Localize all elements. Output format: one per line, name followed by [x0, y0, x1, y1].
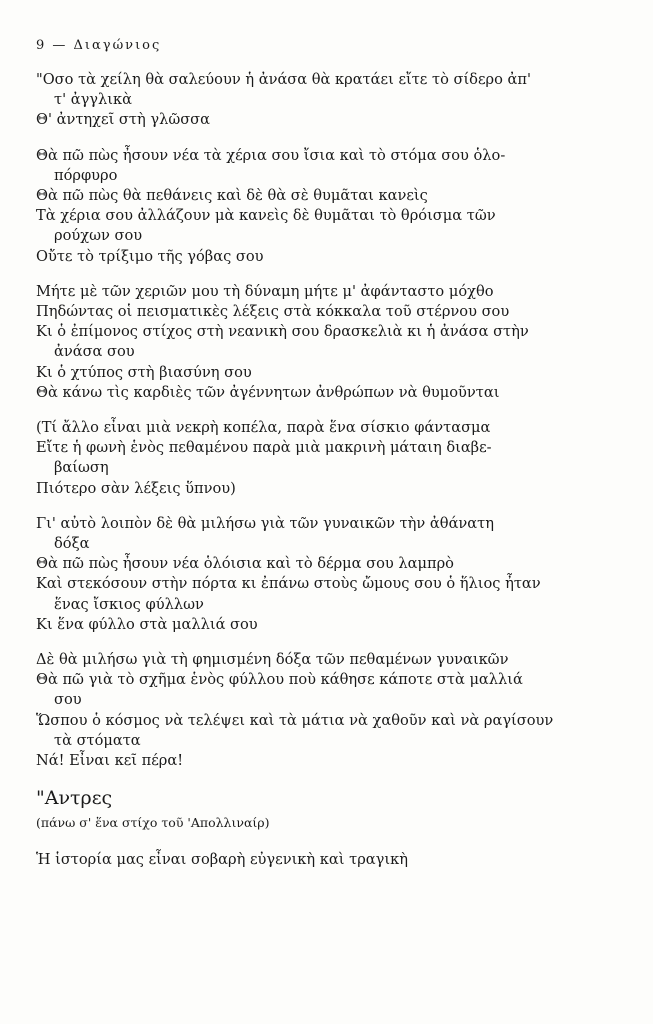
poem-line: Κι ἕνα φύλλο στὰ μαλλιά σου: [36, 615, 258, 633]
stanza: [36, 282, 616, 403]
poem-line-continuation: δόξα: [54, 535, 90, 553]
poem-line-continuation: τὰ στόματα: [54, 731, 141, 749]
poem-line-continuation: πόρφυρο: [54, 166, 118, 184]
poem-line: Καὶ στεκόσουν στὴν πόρτα κι ἐπάνω στοὺς ὤμους σου ὁ ἥλιος ἦταν: [36, 575, 541, 593]
poem-line: Πιότερο σὰν λέξεις ὕπνου): [36, 479, 236, 497]
poem-line: Ὥσπου ὁ κόσμος νὰ τελέψει καὶ τὰ μάτια νὰ χαθοῦν καὶ νὰ ραγίσουν: [36, 711, 554, 729]
poem-line: Θὰ πῶ πὼς ἦσουν νέα τὰ χέρια σου ἴσια καὶ τὸ στόμα σου ὁλο-: [36, 146, 506, 164]
running-head: 9 — Διαγώνιος: [36, 38, 162, 53]
stanza: [36, 146, 616, 267]
poem-line: Δὲ θὰ μιλήσω γιὰ τὴ φημισμένη δόξα τῶν πεθαμένων γυναικῶν: [36, 651, 509, 669]
poem-line: Ἡ ἱστορία μας εἶναι σοβαρὴ εὐγενικὴ καὶ τραγικὴ: [36, 851, 408, 869]
poem-line: Κι ὁ χτύπος στὴ βιασύνη σου: [36, 363, 252, 381]
poem-line-continuation: ἀνάσα σου: [54, 343, 135, 361]
poem-line: Θ' ἀντηχεῖ στὴ γλῶσσα: [36, 111, 210, 129]
stanza: [36, 514, 616, 635]
stanza: [36, 70, 616, 131]
poem-line: Κι ὁ ἐπίμονος στίχος στὴ νεανικὴ σου δρασκελιὰ κι ἡ ἀνάσα στὴν: [36, 323, 529, 341]
poem-line: Εἴτε ἡ φωνὴ ἑνὸς πεθαμένου παρὰ μιὰ μακρινὴ μάταιη διαβε-: [36, 439, 492, 457]
stanza: [36, 418, 616, 499]
poem-line: Τὰ χέρια σου ἀλλάζουν μὰ κανεὶς δὲ θυμᾶται τὸ θρόισμα τῶν: [36, 207, 496, 225]
poem-line-continuation: ρούχων σου: [54, 227, 143, 245]
poem-line: Νά! Εἶναι κεῖ πέρα!: [36, 752, 184, 770]
poem-line-continuation: βαίωση: [54, 459, 109, 477]
poem-line: Θὰ πῶ πὼς θὰ πεθάνεις καὶ δὲ θὰ σὲ θυμᾶται κανεὶς: [36, 187, 428, 205]
poem-body: [36, 70, 616, 871]
poem-line-continuation: τ' ἀγγλικὰ: [54, 91, 132, 109]
poem-line-continuation: σου: [54, 691, 82, 709]
poem-line-continuation: ἕνας ἴσκιος φύλλων: [54, 595, 204, 613]
stanza-container: [36, 70, 616, 771]
poem-line: Θὰ πῶ γιὰ τὸ σχῆμα ἑνὸς φύλλου ποὺ κάθησε κάποτε στὰ μαλλιά: [36, 671, 523, 689]
stanza: [36, 650, 616, 771]
epigraph: (πάνω σ' ἕνα στίχο τοῦ 'Απολλιναίρ): [36, 815, 270, 831]
poem-line: Πηδώντας οἱ πεισματικὲς λέξεις στὰ κόκκαλα τοῦ στέρνου σου: [36, 303, 510, 321]
poem-line: Μήτε μὲ τῶν χεριῶν μου τὴ δύναμη μήτε μ' ἀφάνταστο μόχθο: [36, 282, 494, 300]
poem-line: "Οσο τὰ χείλη θὰ σαλεύουν ἡ ἀνάσα θὰ κρατάει εἴτε τὸ σίδερο ἀπ': [36, 71, 531, 88]
poem-line: Γι' αὐτὸ λοιπὸν δὲ θὰ μιλήσω γιὰ τῶν γυναικῶν τὴν ἀθάνατη: [36, 514, 494, 532]
poem-line: Οὔτε τὸ τρίξιμο τῆς γόβας σου: [36, 247, 264, 265]
poem-line: (Τί ἄλλο εἶναι μιὰ νεκρὴ κοπέλα, παρὰ ἕνα σίσκιο φάντασμα: [36, 419, 491, 437]
poem-line: Θὰ κάνω τὶς καρδιὲς τῶν ἀγέννητων ἀνθρώπων νὰ θυμοῦνται: [36, 383, 500, 401]
section-title: "Αντρες: [36, 787, 113, 810]
poem-line: Θὰ πῶ πὼς ἦσουν νέα ὁλόισια καὶ τὸ δέρμα σου λαμπρὸ: [36, 555, 454, 573]
